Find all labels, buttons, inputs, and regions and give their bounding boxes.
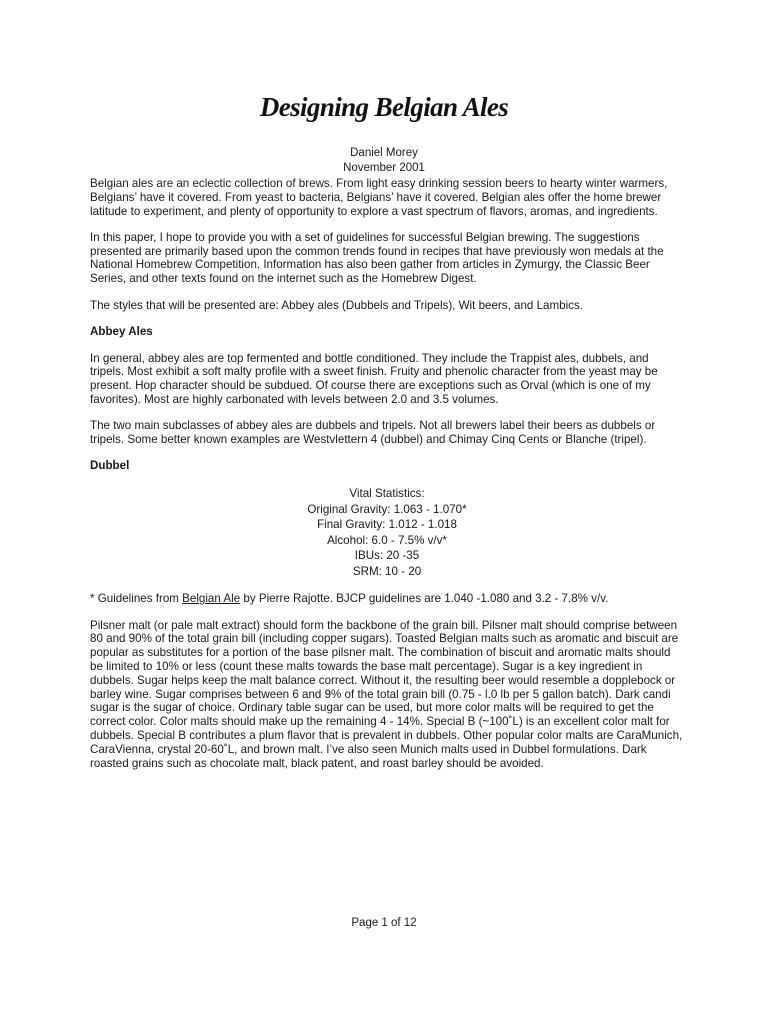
section-heading-dubbel: Dubbel [90,459,130,473]
stat-srm: SRM: 10 - 20 [352,564,422,578]
dubbel-paragraph-1: Pilsner malt (or pale malt extract) should form the backbone of the grain bill. Pilsner malt should comprise between 80 and 90% of the total grain bill (including copper sugars). Toasted Belgian malts such as aromatic and biscuit are popular as substitutes for a portion of the base pilsner malt. The combination of biscuit and aromatic malts should be limited to 10% or less (count these malts towards the base malt percentage). Sugar is a key ingredient in dubbels. Sugar helps keep the malt balance correct. Without it, the resulting beer would resemble a dopplebock or barley wine. Sugar comprises between 6 and 9% of the total grain bill (0.75 - l.0 lb per 5 gallon batch). Dark candi sugar is the sugar of choice. Ordinary table sugar can be used, but more color malts will be required to get the correct color. Color malts should make up the remaining 4 - 14%. Special B (~100˚L) is an excellent color malt for dubbels. Special B contributes a plum flavor that is prevalent in dubbels. Other popular color malts are CaraMunich, CaraVienna, crystal 20-60˚L, and brown malt. I’ve also seen Munich malts used in Dubbel formulations. Dark roasted grains such as chocolate malt, black patent, and roast barley should be avoided. [90,618,683,770]
document-title: Designing Belgian Ales [259,92,509,122]
vital-statistics-block [90,486,684,579]
vital-statistics-header: Vital Statistics: [349,487,425,501]
page-number: Page 1 of 12 [351,917,417,929]
publication-date: November 2001 [343,162,425,174]
stat-original-gravity: Original Gravity: 1.063 - 1.070* [307,502,467,516]
abbey-paragraph-1: In general, abbey ales are top fermented and bottle conditioned. They include the Trappist ales, dubbels, and tripels. Most exhibit a soft malty profile with a sweet finish. Fruity and phenolic character from the yeast may be present. Hop character should be subdued. Of course there are exceptions such as Orval (which is one of my favorites). Most are highly carbonated with levels between 2.0 and 3.5 volumes. [90,351,658,407]
footnote-book-title: Belgian Ale [182,592,241,606]
stat-final-gravity: Final Gravity: 1.012 - 1.018 [317,518,457,532]
author-name: Daniel Morey [350,147,418,159]
intro-paragraph-1: Belgian ales are an eclectic collection of brews. From light easy drinking session beers to hearty winter warmers, Belgians’ have it covered. From yeast to bacteria, Belgians’ have it covered. Belgian ales offer the home brewer latitude to experiment, and plenty of opportunity to explore a vast spectrum of flavors, aromas, and ingredients. [90,177,668,218]
footnote [90,592,684,606]
document-body [90,177,684,783]
section-heading-abbey-ales: Abbey Ales [90,324,153,338]
stat-alcohol: Alcohol: 6.0 - 7.5% v/v* [327,533,447,547]
abbey-paragraph-2: The two main subclasses of abbey ales are dubbels and tripels. Not all brewers label their beers as dubbels or tripels. Some better known examples are Westvlettern 4 (dubbel) and Chimay Cinq Cents or Blanche (tripel). [90,419,656,447]
footnote-prefix: * Guidelines from [90,592,183,606]
intro-paragraph-3: The styles that will be presented are: Abbey ales (Dubbels and Tripels), Wit beers, and Lambics. [90,298,583,312]
intro-paragraph-2: In this paper, I hope to provide you with a set of guidelines for successful Belgian brewing. The suggestions presented are primarily based upon the common trends found in recipes that have previously won medals at the National Homebrew Competition. Information has also been gather from articles in Zymurgy, the Classic Beer Series, and other texts found on the internet such as the Homebrew Digest. [90,230,664,286]
stat-ibus: IBUs: 20 -35 [354,549,420,563]
footnote-suffix: by Pierre Rajotte. BJCP guidelines are 1.040 -1.080 and 3.2 - 7.8% v/v. [240,592,609,606]
